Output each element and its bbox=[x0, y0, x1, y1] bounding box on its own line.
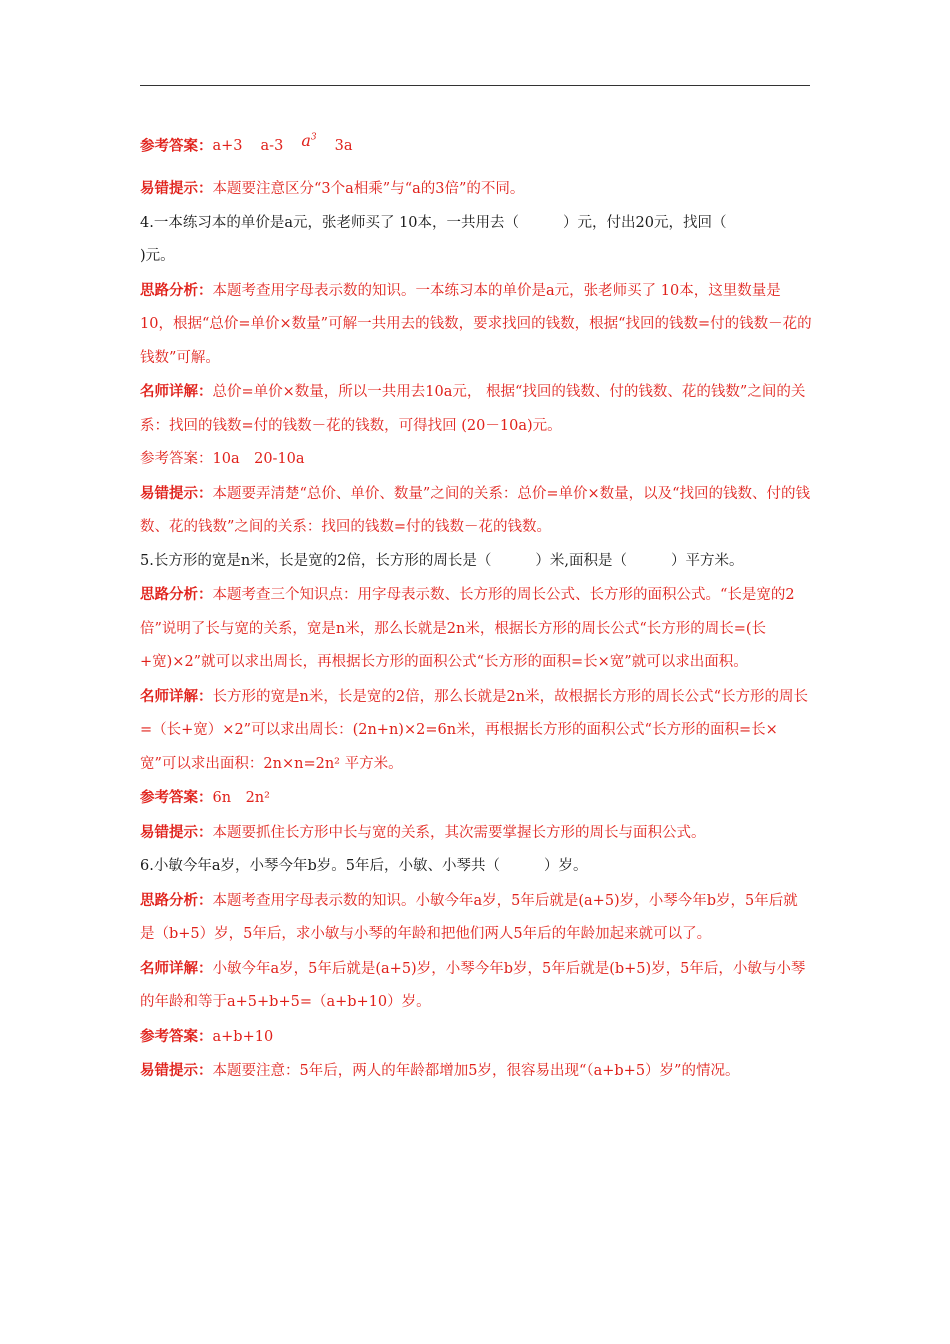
q5-answer bbox=[140, 781, 812, 816]
q6-detail-text: 小敏今年a岁，5年后就是(a+5)岁，小琴今年b岁，5年后就是(b+5)岁，5年后，小敏与小琴的年龄和等于a+5+b+5=（a+b+10）岁。 bbox=[140, 960, 806, 1010]
q4-analysis bbox=[140, 274, 812, 376]
q5-analysis-text: 本题考查三个知识点：用字母表示数、长方形的周长公式、长方形的面积公式。“长是宽的2倍”说明了长与宽的关系，宽是n米，那么长就是2n米，根据长方形的周长公式“长方形的周长=(长+宽)×2”就可以求出周长，再根据长方形的面积公式“长方形的面积=长×宽”就可以求出面积。 bbox=[140, 587, 795, 670]
q5-question-c: ）平方米。 bbox=[671, 552, 744, 569]
q6-detail bbox=[140, 952, 812, 1020]
q3-answer-label: 参考答案： bbox=[140, 137, 213, 155]
q4-question-b: ）元，付出20元，找回（ bbox=[563, 214, 727, 231]
q4-detail-label: 名师详解： bbox=[140, 383, 213, 400]
q5-question-b: ）米,面积是（ bbox=[535, 552, 628, 569]
document-body bbox=[140, 120, 812, 1089]
q5-analysis bbox=[140, 578, 812, 680]
q4-tip bbox=[140, 477, 812, 545]
q6-question-a: 6.小敏今年a岁，小琴今年b岁。5年后，小敏、小琴共（ bbox=[140, 858, 500, 874]
q4-analysis-text: 本题考查用字母表示数的知识。一本练习本的单价是a元，张老师买了 10本，这里数量是10，根据“总价=单价×数量”可解一共用去的钱数，要求找回的钱数，根据“找回的钱数=付的钱数－花的钱数”可解。 bbox=[140, 282, 812, 366]
q6-analysis-label: 思路分析： bbox=[140, 891, 213, 909]
q5-detail bbox=[140, 680, 812, 782]
q5-detail-text: 长方形的宽是n米，长是宽的2倍，那么长就是2n米，故根据长方形的周长公式“长方形的周长=（长+宽）×2”可以求出周长：(2n+n)×2=6n米，再根据长方形的面积公式“长方形的面积=长×宽”可以求出面积：2n×n=2n² 平方米。 bbox=[140, 688, 809, 772]
q5-answer-text: 6n 2n² bbox=[212, 790, 270, 806]
q4-answer bbox=[140, 443, 812, 477]
q3-tip-text: 本题要注意区分“3个a相乘”与“a的3倍”的不同。 bbox=[212, 181, 525, 197]
q5-analysis-label: 思路分析： bbox=[140, 586, 213, 603]
q6-analysis bbox=[140, 884, 812, 952]
q4-tip-text: 本题要弄清楚“总价、单价、数量”之间的关系：总价=单价×数量，以及“找回的钱数、付的钱数、花的钱数”之间的关系：找回的钱数=付的钱数－花的钱数。 bbox=[140, 485, 811, 535]
q5-tip-text: 本题要抓住长方形中长与宽的关系，其次需要掌握长方形的周长与面积公式。 bbox=[212, 824, 706, 841]
q3-answer-3 bbox=[301, 131, 316, 150]
q3-answer-2: a-3 bbox=[260, 138, 284, 155]
q4-detail-text: 总价=单价×数量，所以一共用去10a元， 根据“找回的钱数、付的钱数、花的钱数”之间的关系：找回的钱数=付的钱数－花的钱数，可得找回 (20－10a)元。 bbox=[140, 384, 806, 434]
q6-tip-text: 本题要注意：5年后，两人的年龄都增加5岁，很容易出现“（a+b+5）岁”的情况。 bbox=[212, 1063, 740, 1079]
q3-answer-1: a+3 bbox=[212, 138, 243, 155]
q3-answer-3-exp: 3 bbox=[310, 133, 317, 143]
q6-tip-label: 易错提示： bbox=[140, 1062, 213, 1079]
q5-tip bbox=[140, 816, 812, 851]
q4-detail bbox=[140, 375, 812, 443]
q4-question-a: 4.一本练习本的单价是a元，张老师买了 10本，一共用去（ bbox=[140, 214, 520, 231]
q5-tip-label: 易错提示： bbox=[140, 823, 213, 841]
q6-analysis-text: 本题考查用字母表示数的知识。小敏今年a岁，5年后就是(a+5)岁，小琴今年b岁，5年后就是（b+5）岁，5年后，求小敏与小琴的年龄和把他们两人5年后的年龄加起来就可以了。 bbox=[140, 892, 798, 942]
q4-tip-label: 易错提示： bbox=[140, 484, 213, 502]
q5-question-a: 5.长方形的宽是n米，长是宽的2倍，长方形的周长是（ bbox=[140, 552, 492, 569]
q4-question-c: )元。 bbox=[140, 248, 175, 264]
q5-answer-label: 参考答案： bbox=[140, 789, 213, 806]
q4-answer-label: 参考答案： bbox=[140, 451, 213, 467]
q5-detail-label: 名师详解： bbox=[140, 687, 213, 705]
q6-question bbox=[140, 850, 812, 884]
q6-detail-label: 名师详解： bbox=[140, 959, 213, 977]
q4-analysis-label: 思路分析： bbox=[140, 281, 213, 299]
q6-tip bbox=[140, 1054, 812, 1089]
q3-tip bbox=[140, 172, 812, 207]
q4-answer-text: 10a 20-10a bbox=[212, 451, 305, 467]
q3-answer bbox=[140, 120, 812, 164]
q4-question bbox=[140, 207, 812, 274]
q3-answer-3-base: a bbox=[301, 131, 311, 151]
q6-answer-text: a+b+10 bbox=[212, 1028, 274, 1045]
q3-answer-4: 3a bbox=[334, 138, 353, 155]
header-rule bbox=[140, 85, 810, 86]
q6-question-b: ）岁。 bbox=[544, 858, 588, 874]
q6-answer-label: 参考答案： bbox=[140, 1027, 213, 1045]
q5-question bbox=[140, 545, 812, 579]
q3-tip-label: 易错提示： bbox=[140, 180, 213, 197]
q6-answer bbox=[140, 1020, 812, 1055]
